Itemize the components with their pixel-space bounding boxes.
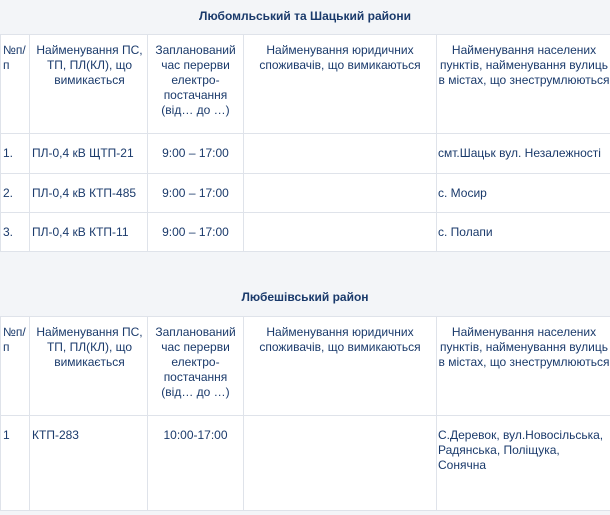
- cell-settlements: с. Мосир: [437, 174, 610, 213]
- outage-table-lyuboml-shatsk: [0, 34, 610, 252]
- cell-settlements: с. Полапи: [437, 213, 610, 252]
- cell-object: КТП-283: [30, 416, 148, 511]
- cell-legal-consumers: [244, 174, 437, 213]
- table-row: [1, 134, 610, 174]
- cell-object: ПЛ-0,4 кВ КТП-11: [30, 213, 148, 252]
- header-legal-consumers: Найменування юридичних споживачів, що вимикаються: [244, 35, 437, 134]
- table-row: [1, 416, 610, 511]
- table-row: [1, 174, 610, 213]
- cell-number: 1.: [1, 134, 30, 174]
- cell-number: 3.: [1, 213, 30, 252]
- header-legal-consumers: Найменування юридичних споживачів, що вимикаються: [244, 317, 437, 416]
- section-title-lyubeshiv: Любешівський район: [0, 252, 610, 316]
- cell-legal-consumers: [244, 134, 437, 174]
- table-row: [1, 213, 610, 252]
- table-header-row: [1, 35, 610, 134]
- cell-object: ПЛ-0,4 кВ ЩТП-21: [30, 134, 148, 174]
- header-time: Запланований час перерви електро-постачання (від… до …): [148, 35, 244, 134]
- outage-table-lyubeshiv: [0, 316, 610, 511]
- cell-time: 10:00-17:00: [148, 416, 244, 511]
- header-settlements: Найменування населених пунктів, найменування вулиць в містах, що знеструмлюються: [437, 317, 610, 416]
- cell-object: ПЛ-0,4 кВ КТП-485: [30, 174, 148, 213]
- header-settlements: Найменування населених пунктів, найменування вулиць в містах, що знеструмлюються: [437, 35, 610, 134]
- cell-number: 2.: [1, 174, 30, 213]
- section-title-lyuboml-shatsk: Любомльський та Шацький райони: [0, 0, 610, 34]
- cell-legal-consumers: [244, 213, 437, 252]
- header-time: Запланований час перерви електро-постачання (від… до …): [148, 317, 244, 416]
- cell-settlements: смт.Шацьк вул. Незалежності: [437, 134, 610, 174]
- table-header-row: [1, 317, 610, 416]
- cell-time: 9:00 – 17:00: [148, 134, 244, 174]
- cell-time: 9:00 – 17:00: [148, 174, 244, 213]
- header-number: №п/п: [1, 317, 30, 416]
- cell-time: 9:00 – 17:00: [148, 213, 244, 252]
- cell-settlements: С.Деревок, вул.Новосільська, Радянська, Поліщука, Сонячна: [437, 416, 610, 511]
- header-number: №п/п: [1, 35, 30, 134]
- cell-legal-consumers: [244, 416, 437, 511]
- header-object: Найменування ПС, ТП, ПЛ(КЛ), що вимикається: [30, 317, 148, 416]
- cell-number: 1: [1, 416, 30, 511]
- header-object: Найменування ПС, ТП, ПЛ(КЛ), що вимикається: [30, 35, 148, 134]
